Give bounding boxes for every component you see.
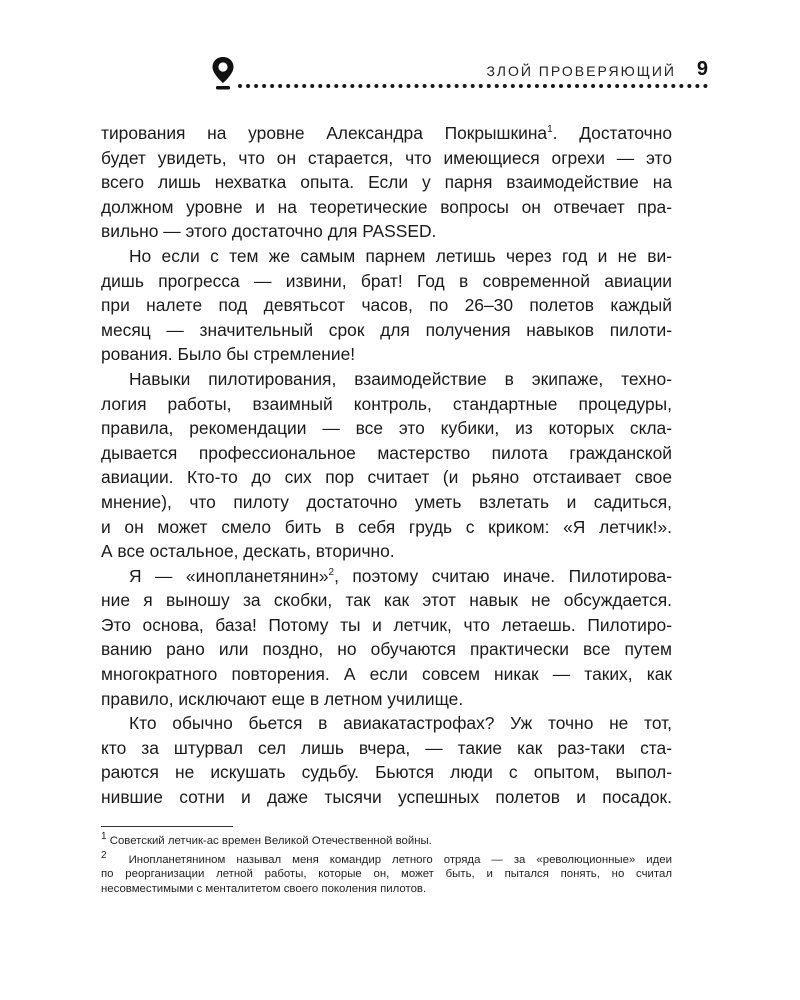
text-line: вильно — этого достаточно для PASSED. [101, 221, 437, 242]
main-text [101, 121, 672, 810]
text-line: и он может смело бить в себя грудь с криком: «Я летчик!». [101, 516, 672, 537]
header-dotted-rule [238, 84, 708, 88]
text-line: авиации. Кто-то до сих пор считает (и рьяно отстаивает свое [101, 467, 672, 488]
footnote-text: Советский летчик-ас времен Великой Отечественной войны. [109, 835, 432, 847]
location-pin-icon [211, 56, 235, 90]
text-line: Кто обычно бьется в авиакатастрофах? Уж точно не тот, [129, 713, 672, 734]
paragraph-5 [101, 711, 672, 809]
footnote-marker: 2 [101, 849, 107, 861]
text-line: дывается профессиональное мастерство пилота гражданской [101, 442, 672, 463]
text-line: будет увидеть, что он старается, что имеющиеся огрехи — это [101, 147, 672, 168]
text-line: при налете под девятьсот часов, по 26–30 полетов каждый [101, 295, 672, 316]
text-line: логия работы, взаимный контроль, стандартные процедуры, [101, 393, 672, 414]
footnotes [101, 831, 672, 900]
footnote-ref-2: 2 [328, 566, 335, 578]
page-header [0, 0, 800, 100]
text-line: $^2$ Инопланетянином называл меня командир летного отряда — за «революционные» идеи [101, 849, 672, 866]
text-line: ванию рано или поздно, но обучаются практически все путем [101, 639, 672, 660]
text-line: правило, исключают еще в летном училище. [101, 688, 464, 709]
text-line: Но если с тем же самым парнем летишь через год и не ви- [129, 245, 672, 266]
footnote-1 [101, 831, 672, 849]
text-line: нившие сотни и даже тысячи успешных полетов и посадок. [101, 787, 672, 808]
paragraph-2 [101, 244, 672, 367]
text-line: тирования на уровне Александра Покрышкина$^1$. Достаточно [101, 123, 672, 143]
text-line: по реорганизации летной работы, которые он, может быть, и пытался понять, но считал [101, 868, 672, 881]
text-line: мнение), что пилоту достаточно уметь взлетать и садиться, [101, 491, 672, 512]
text-line: кто за штурвал сел лишь вчера, — такие как раз-таки ста- [101, 737, 672, 758]
paragraph-4 [101, 564, 672, 712]
text-line: правила, рекомендации — все это кубики, из которых скла- [101, 418, 672, 439]
text-line: рования. Было бы стремление! [101, 344, 356, 365]
text-line: раются не искушать судьбу. Бьются люди с опытом, выпол- [101, 762, 672, 783]
text-line: ние я выношу за скобки, так как этот навык не обсуждается. [101, 590, 672, 611]
running-title: ЗЛОЙ ПРОВЕРЯЮЩИЙ [486, 63, 676, 79]
footnote-marker: 1 [101, 831, 107, 843]
text-line: Я — «инопланетянин»$^2$, поэтому считаю иначе. Пилотирова- [129, 565, 672, 586]
paragraph-3 [101, 367, 672, 564]
text-line: Это основа, база! Потому ты и летчик, что летаешь. Пилотиро- [101, 614, 672, 635]
text-line: несовместимыми с менталитетом своего поколения пилотов. [101, 882, 427, 895]
text-line: Навыки пилотирования, взаимодействие в экипаже, техно- [129, 368, 672, 389]
text-line: А все остальное, дескать, вторично. [101, 541, 395, 562]
footnote-2 [101, 849, 672, 897]
page-number: 9 [696, 58, 708, 80]
footnote-separator [101, 826, 233, 827]
text-line: должном уровне и на теоретические вопросы он отвечает пра- [101, 196, 672, 217]
text-line: дишь прогресса — извини, брат! Год в современной авиации [101, 270, 672, 291]
paragraph-1 [101, 121, 672, 244]
text-line: месяц — значительный срок для получения навыков пилоти- [101, 319, 672, 340]
footnote-ref-1: 1 [547, 124, 553, 136]
text-line: многократного повторения. А если совсем никак — таких, как [101, 664, 672, 685]
text-line: всего лишь нехватка опыта. Если у парня взаимодействие на [101, 172, 672, 193]
